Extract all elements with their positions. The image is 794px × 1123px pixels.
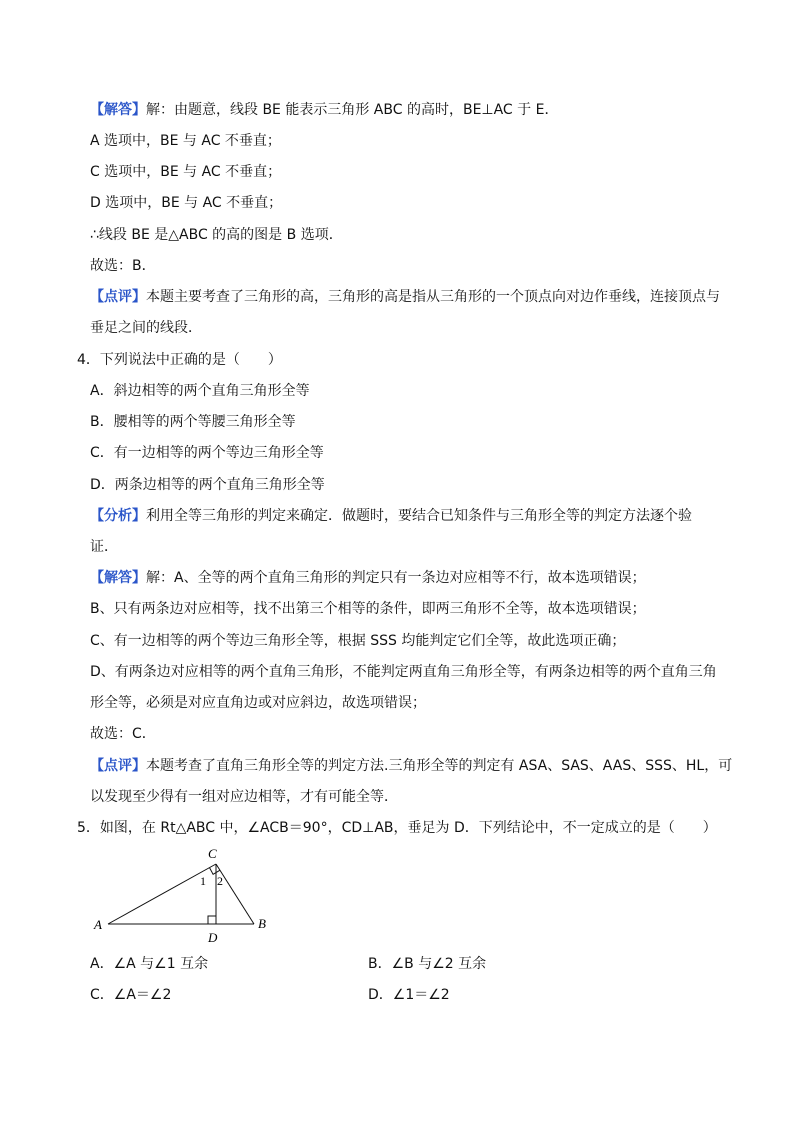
tag-comment: 【点评】: [90, 289, 146, 305]
comment-4-text: 本题考查了直角三角形全等的判定方法.三角形全等的判定有 ASA、SAS、AAS、SSS、HL，可: [146, 758, 733, 774]
comment-4-line-1: [90, 757, 732, 775]
label-angle-2: 2: [217, 874, 223, 888]
label-angle-1: 1: [200, 874, 206, 888]
question-4-option-a: A．斜边相等的两个直角三角形全等: [90, 383, 310, 399]
question-5-option-a: A．∠A 与∠1 互余: [90, 956, 209, 972]
side-ac: [108, 864, 216, 924]
question-4-stem: 4．下列说法中正确的是（ ）: [77, 352, 282, 368]
question-5-option-d: D．∠1＝∠2: [368, 987, 450, 1003]
label-a: A: [94, 917, 102, 932]
comment-4-line-2: 以发现至少得有一组对应边相等，才有可能全等．: [90, 789, 398, 805]
tag-answer-4: 【解答】: [90, 570, 146, 586]
answer-4-line-c: C、有一边相等的两个等边三角形全等，根据 SSS 均能判定它们全等，故此选项正确；: [90, 633, 626, 649]
question-5-stem: 5．如图，在 Rt△ABC 中，∠ACB＝90°，CD⊥AB，垂足为 D．下列结论中，不一定成立的是（ ）: [77, 820, 717, 836]
question-5-option-c: C．∠A＝∠2: [90, 987, 172, 1003]
comment-line-1: [90, 288, 720, 306]
answer-line-c: C 选项中，BE 与 AC 不垂直；: [90, 164, 282, 180]
label-b: B: [258, 916, 266, 931]
answer-conclusion: ∴线段 BE 是△ABC 的高的图是 B 选项．: [90, 227, 343, 243]
answer-text: 解：由题意，线段 BE 能表示三角形 ABC 的高时，BE⊥AC 于 E．: [146, 102, 559, 118]
question-5-option-b: B．∠B 与∠2 互余: [368, 956, 487, 972]
side-cb: [216, 864, 254, 924]
answer-4-line-d-cont: 形全等，必须是对应直角边或对应斜边，故选项错误；: [90, 695, 426, 711]
triangle-figure: [90, 842, 290, 952]
tag-comment-4: 【点评】: [90, 758, 146, 774]
analysis-line-1: [90, 507, 692, 525]
right-angle-mark-d: [208, 916, 216, 924]
answer-4-choice: 故选：C．: [90, 726, 156, 742]
question-4-option-c: C．有一边相等的两个等边三角形全等: [90, 445, 324, 461]
answer-solution-header: [90, 101, 558, 119]
label-d: D: [208, 930, 218, 945]
triangle-svg: [90, 842, 290, 948]
answer-4-text: 解：A、全等的两个直角三角形的判定只有一条边对应相等不行，故本选项错误；: [146, 570, 646, 586]
label-c: C: [208, 846, 217, 861]
tag-analysis: 【分析】: [90, 508, 146, 524]
answer-4-line-b: B、只有两条边对应相等，找不出第三个相等的条件，即两三角形不全等，故本选项错误；: [90, 601, 646, 617]
tag-answer: 【解答】: [90, 102, 146, 118]
analysis-line-2: 证．: [90, 539, 118, 555]
question-4-option-d: D．两条边相等的两个直角三角形全等: [90, 477, 325, 493]
answer-line-a: A 选项中，BE 与 AC 不垂直；: [90, 133, 281, 149]
answer-4-line-1: [90, 569, 646, 587]
comment-line-2: 垂足之间的线段．: [90, 320, 202, 336]
answer-choice: 故选：B．: [90, 258, 156, 274]
answer-line-d: D 选项中，BE 与 AC 不垂直；: [90, 195, 283, 211]
comment-text: 本题主要考查了三角形的高，三角形的高是指从三角形的一个顶点向对边作垂线，连接顶点与: [146, 289, 720, 305]
question-4-option-b: B．腰相等的两个等腰三角形全等: [90, 414, 296, 430]
analysis-text: 利用全等三角形的判定来确定．做题时，要结合已知条件与三角形全等的判定方法逐个验: [146, 508, 692, 524]
answer-4-line-d: D、有两条边对应相等的两个直角三角形，不能判定两直角三角形全等，有两条边相等的两个直角三角: [90, 664, 717, 680]
